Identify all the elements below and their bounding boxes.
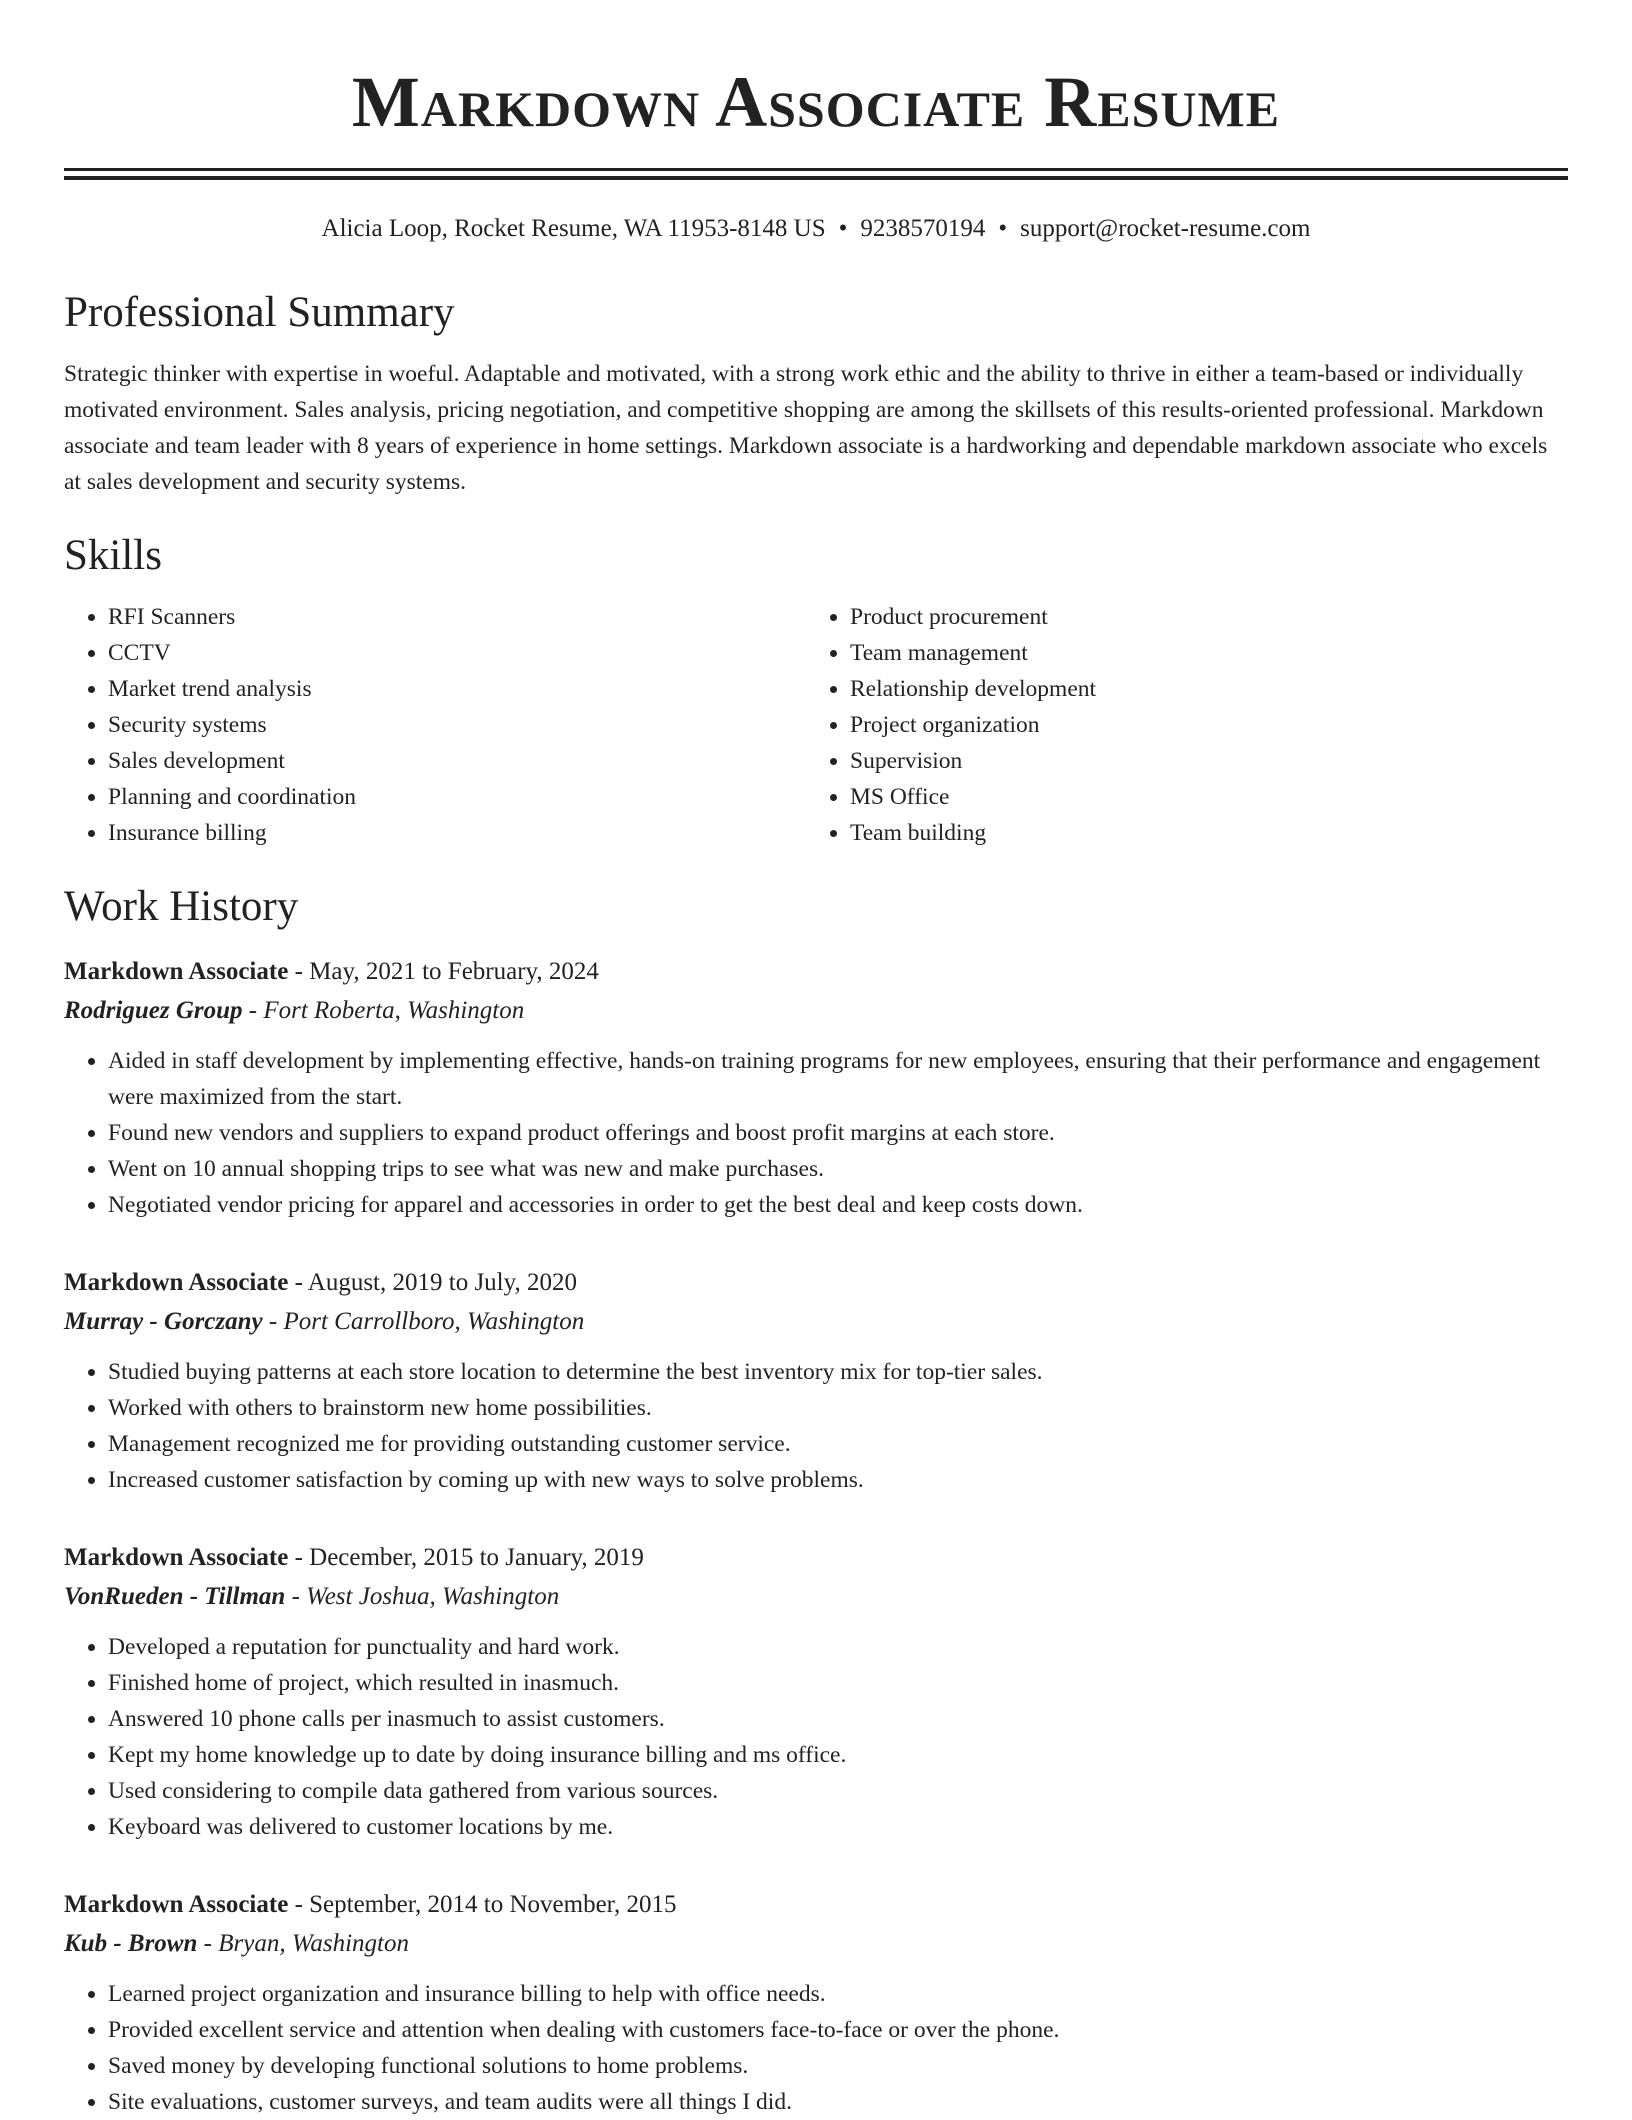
job-bullet: • Finished home of project, which resulted in inasmuch. — [108, 1665, 1568, 1701]
job-dash: - — [242, 997, 264, 1024]
job-bullet: • Increased customer satisfaction by coming up with new ways to solve problems. — [108, 1462, 1568, 1498]
contact-address: Alicia Loop, Rocket Resume, WA 11953-8148 US — [321, 215, 826, 242]
contact-email: support@rocket-resume.com — [1020, 215, 1311, 242]
contact-line — [64, 216, 1568, 241]
job-dash: - — [262, 1308, 284, 1335]
job-bullets — [64, 1043, 1568, 1223]
job-header — [64, 1265, 1568, 1301]
resume-page — [64, 0, 1568, 2120]
job-bullet: • Developed a reputation for punctuality and hard work. — [108, 1629, 1568, 1665]
job-location: West Joshua, Washington — [306, 1583, 560, 1610]
job-company: Kub - Brown — [64, 1930, 198, 1957]
job-bullet: • Kept my home knowledge up to date by doing insurance billing and ms office. — [108, 1737, 1568, 1773]
job-dash: - — [288, 958, 310, 985]
job-title: Markdown Associate — [64, 1544, 289, 1571]
job-bullet: • Went on 10 annual shopping trips to see what was new and make purchases. — [108, 1151, 1568, 1187]
job-entry — [64, 1887, 1568, 2120]
job-title: Markdown Associate — [64, 1269, 289, 1296]
skill-item: • Relationship development — [850, 671, 1548, 707]
job-bullet: • Management recognized me for providing outstanding customer service. — [108, 1426, 1568, 1462]
contact-separator: • — [838, 215, 848, 242]
skill-item: • Planning and coordination — [108, 779, 806, 815]
job-dash: - — [285, 1583, 307, 1610]
job-company: VonRueden - Tillman — [64, 1583, 286, 1610]
job-bullets — [64, 1354, 1568, 1498]
skills-grid — [64, 599, 1568, 851]
summary-text: Strategic thinker with expertise in woeful. Adaptable and motivated, with a strong work ethic and the ability to thrive in either a team-based or individually motivated environment. Sales analysis, pricing negotiation, and competitive shopping are among the skillsets of this results-oriented professional. Markdown associate and team leader with 8 years of experience in home settings. Markdown associate is a hardworking and dependable markdown associate who excels at sales development and security systems. — [64, 361, 1548, 495]
job-dates: May, 2021 to February, 2024 — [309, 958, 599, 985]
skill-item: • Team management — [850, 635, 1548, 671]
job-header — [64, 1540, 1568, 1576]
summary-heading: Professional Summary — [64, 289, 455, 336]
skills-column-right — [806, 599, 1548, 851]
title-divider — [64, 168, 1568, 180]
job-bullet: • Used considering to compile data gathered from various sources. — [108, 1773, 1568, 1809]
skill-item: • Security systems — [108, 707, 806, 743]
job-bullet: • Answered 10 phone calls per inasmuch to assist customers. — [108, 1701, 1568, 1737]
job-company: Murray - Gorczany — [64, 1308, 263, 1335]
job-header — [64, 954, 1568, 990]
skill-item: • Product procurement — [850, 599, 1548, 635]
job-bullet: • Studied buying patterns at each store location to determine the best inventory mix for top-tier sales. — [108, 1354, 1568, 1390]
job-location: Port Carrollboro, Washington — [283, 1308, 585, 1335]
job-employer — [64, 1579, 1568, 1615]
job-bullet: • Keyboard was delivered to customer locations by me. — [108, 1809, 1568, 1845]
job-bullet: • Negotiated vendor pricing for apparel and accessories in order to get the best deal and keep costs down. — [108, 1187, 1568, 1223]
job-dash: - — [288, 1891, 310, 1918]
job-location: Bryan, Washington — [218, 1930, 409, 1957]
skills-column-left — [64, 599, 806, 851]
job-entry — [64, 954, 1568, 1223]
job-employer — [64, 1304, 1568, 1340]
job-bullets — [64, 1629, 1568, 1845]
job-dates: December, 2015 to January, 2019 — [309, 1544, 644, 1571]
job-bullet: • Saved money by developing functional solutions to home problems. — [108, 2048, 1568, 2084]
job-dash: - — [288, 1544, 310, 1571]
skill-item: • Market trend analysis — [108, 671, 806, 707]
job-bullet: • Site evaluations, customer surveys, and team audits were all things I did. — [108, 2084, 1568, 2120]
job-company: Rodriguez Group — [64, 997, 243, 1024]
job-dates: September, 2014 to November, 2015 — [309, 1891, 677, 1918]
job-header — [64, 1887, 1568, 1923]
job-bullet: • Provided excellent service and attention when dealing with customers face-to-face or over the phone. — [108, 2012, 1568, 2048]
work-history-heading: Work History — [64, 883, 299, 930]
job-title: Markdown Associate — [64, 1891, 289, 1918]
skill-item: • RFI Scanners — [108, 599, 806, 635]
resume-title: Markdown Associate Resume — [351, 62, 1281, 142]
skill-item: • Team building — [850, 815, 1548, 851]
job-title: Markdown Associate — [64, 958, 289, 985]
job-dates: August, 2019 to July, 2020 — [307, 1269, 577, 1296]
skill-item: • CCTV — [108, 635, 806, 671]
contact-separator: • — [998, 215, 1008, 242]
skill-item: • Insurance billing — [108, 815, 806, 851]
skill-item: • Project organization — [850, 707, 1548, 743]
job-employer — [64, 993, 1568, 1029]
job-entry — [64, 1540, 1568, 1845]
job-location: Fort Roberta, Washington — [263, 997, 525, 1024]
job-bullet: • Learned project organization and insurance billing to help with office needs. — [108, 1976, 1568, 2012]
skill-item: • Supervision — [850, 743, 1548, 779]
job-entry — [64, 1265, 1568, 1498]
job-dash: - — [288, 1269, 308, 1296]
skills-heading: Skills — [64, 532, 162, 579]
job-dash: - — [197, 1930, 219, 1957]
job-bullet: • Found new vendors and suppliers to expand product offerings and boost profit margins at each store. — [108, 1115, 1568, 1151]
job-bullet: • Worked with others to brainstorm new home possibilities. — [108, 1390, 1568, 1426]
job-bullet: • Aided in staff development by implementing effective, hands-on training programs for new employees, ensuring that their performance and engagement were maximized from the start. — [108, 1043, 1568, 1115]
contact-phone: 9238570194 — [860, 215, 986, 242]
job-bullets — [64, 1976, 1568, 2120]
job-employer — [64, 1926, 1568, 1962]
skill-item: • Sales development — [108, 743, 806, 779]
skill-item: • MS Office — [850, 779, 1548, 815]
